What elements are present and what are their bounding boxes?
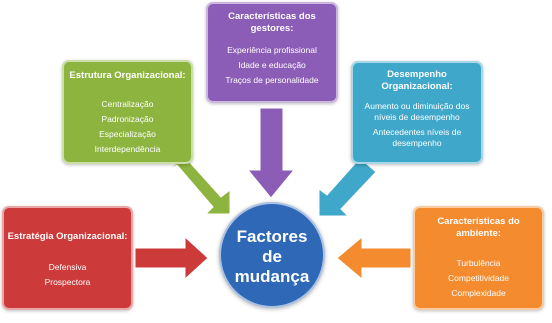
estrutura-organizacional-box (62, 60, 193, 164)
estrutura-item: Interdependência (94, 144, 161, 154)
caracteristicas-ambiente-box (413, 206, 544, 310)
factores-de-mudanca-circle (219, 202, 325, 308)
estrategia-title: Estratégia Organizacional: (7, 231, 128, 242)
desempenho-title-line2: Organizacional: (381, 81, 453, 92)
ambiente-title (415, 216, 542, 240)
desempenho-title (353, 69, 481, 93)
center-line2: de (262, 247, 282, 266)
ambiente-title-line2: ambiente: (456, 228, 501, 239)
desempenho-item: Aumento ou diminuição dos níveis de desempenho (364, 101, 470, 122)
center-line1: Factores (236, 227, 308, 246)
estrategia-item: Defensiva (48, 262, 87, 272)
gestores-title (208, 11, 336, 35)
estrutura-items (64, 97, 191, 157)
gestores-items (208, 43, 336, 88)
estrategia-items (4, 260, 131, 290)
ambiente-items (415, 256, 542, 301)
gestores-item: Idade e educação (238, 60, 306, 70)
gestores-item: Experiência profissional (227, 45, 317, 55)
arrow-desempenho (319, 158, 376, 216)
caracteristicas-gestores-box (206, 2, 338, 103)
gestores-item: Traços de personalidade (225, 75, 319, 85)
ambiente-title-line1: Características do (437, 216, 520, 227)
ambiente-item: Complexidade (451, 288, 506, 298)
estrutura-item: Padronização (101, 114, 154, 124)
arrow-estrategia (135, 237, 208, 279)
estrategia-item: Prospectora (44, 277, 91, 287)
desempenho-title-line1: Desempenho (387, 69, 447, 80)
arrow-gestores (248, 108, 294, 198)
desempenho-organizacional-box (351, 61, 483, 164)
center-line3: mudança (234, 267, 310, 286)
estrutura-item: Especialização (99, 129, 156, 139)
estrutura-title: Estrutura Organizacional: (69, 70, 186, 81)
estrutura-item: Centralização (101, 99, 154, 109)
gestores-title-line1: Características dos (228, 11, 316, 22)
desempenho-items (353, 101, 481, 149)
arrow-ambiente (337, 237, 411, 279)
arrow-estrutura (165, 157, 230, 214)
ambiente-item: Competitividade (448, 273, 509, 283)
estrategia-organizacional-box (2, 206, 133, 310)
ambiente-item: Turbulência (456, 258, 501, 268)
desempenho-item: Antecedentes níveis de desempenho (372, 127, 462, 148)
gestores-title-line2: gestores: (250, 23, 294, 34)
